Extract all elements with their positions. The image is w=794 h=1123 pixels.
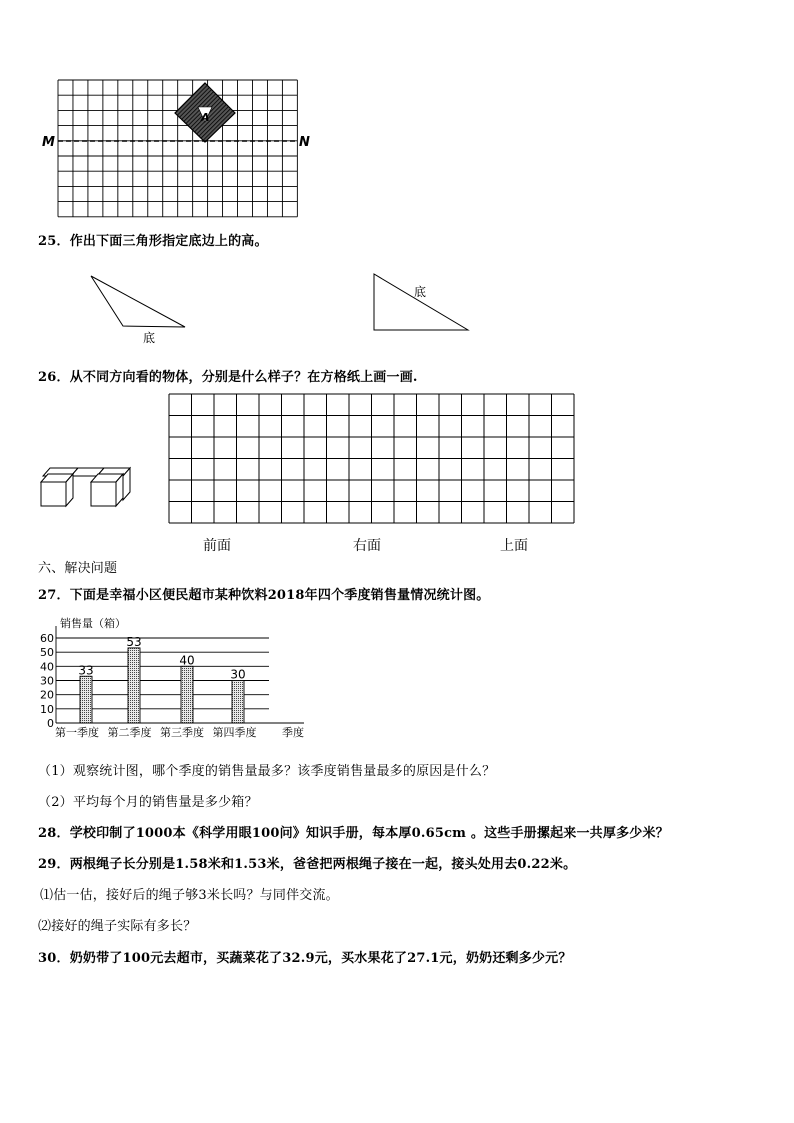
view-label-front: 前面 xyxy=(203,538,231,554)
drawing-grid[interactable] xyxy=(168,393,576,525)
question-26: 26．从不同方向看的物体，分别是什么样子？在方格纸上画一画. xyxy=(38,370,418,385)
y-tick-label: 0 xyxy=(47,717,54,730)
y-tick-label: 60 xyxy=(40,632,54,645)
bar xyxy=(128,648,140,723)
view-label-right: 右面 xyxy=(353,538,381,554)
label-m: M xyxy=(42,135,55,150)
question-30: 30．奶奶带了100元去超市，买蔬菜花了32.9元，买水果花了27.1元，奶奶还剩多少元？ xyxy=(38,951,572,966)
bar-value-label: 53 xyxy=(126,634,142,649)
question-27-sub2: （2）平均每个月的销售量是多少箱？ xyxy=(38,795,258,810)
question-27-sub1: （1）观察统计图，哪个季度的销售量最多？该季度销售量最多的原因是什么？ xyxy=(38,764,496,779)
bar-value-label: 40 xyxy=(179,653,195,668)
bar xyxy=(80,676,92,723)
question-28: 28．学校印制了1000本《科学用眼100问》知识手册，每本厚0.65cm 。这些手册摞起来一共厚多少米？ xyxy=(38,826,669,841)
triangle-2 xyxy=(368,270,473,335)
label-n: N xyxy=(299,135,310,150)
y-tick-label: 10 xyxy=(40,702,54,716)
question-29-sub2: ⑵接好的绳子实际有多长？ xyxy=(38,919,197,934)
base-label-2: 底 xyxy=(414,285,427,299)
category-label: 第三季度 xyxy=(160,726,204,739)
y-tick-label: 20 xyxy=(40,688,54,702)
bar xyxy=(181,666,193,723)
section-title: 六、解决问题 xyxy=(38,561,118,576)
y-tick-label: 30 xyxy=(40,674,54,688)
label-a: A xyxy=(201,111,210,124)
triangle-1 xyxy=(85,272,195,347)
bar xyxy=(232,681,244,724)
chart-ylabel: 销售量（箱） xyxy=(60,617,126,630)
symmetry-grid-figure xyxy=(40,78,320,218)
question-29-sub1: ⑴估一估，接好后的绳子够3米长吗？与同伴交流。 xyxy=(40,888,339,903)
cube-solid xyxy=(38,462,138,510)
category-label: 第一季度 xyxy=(55,726,99,739)
question-25: 25．作出下面三角形指定底边上的高。 xyxy=(38,234,268,249)
bar-chart xyxy=(36,612,316,747)
bar-value-label: 33 xyxy=(78,663,94,678)
chart-xlabel: 季度 xyxy=(282,726,304,739)
base-label-1: 底 xyxy=(143,331,156,345)
bar-value-label: 30 xyxy=(230,667,246,682)
category-label: 第四季度 xyxy=(212,726,257,739)
question-29: 29．两根绳子长分别是1.58米和1.53米，爸爸把两根绳子接在一起，接头处用去0.22米。 xyxy=(38,857,577,872)
category-label: 第二季度 xyxy=(107,726,152,739)
view-label-top: 上面 xyxy=(500,538,528,554)
y-tick-label: 50 xyxy=(40,646,54,660)
y-tick-label: 40 xyxy=(40,660,54,674)
question-27: 27．下面是幸福小区便民超市某种饮料2018年四个季度销售量情况统计图。 xyxy=(38,588,490,603)
